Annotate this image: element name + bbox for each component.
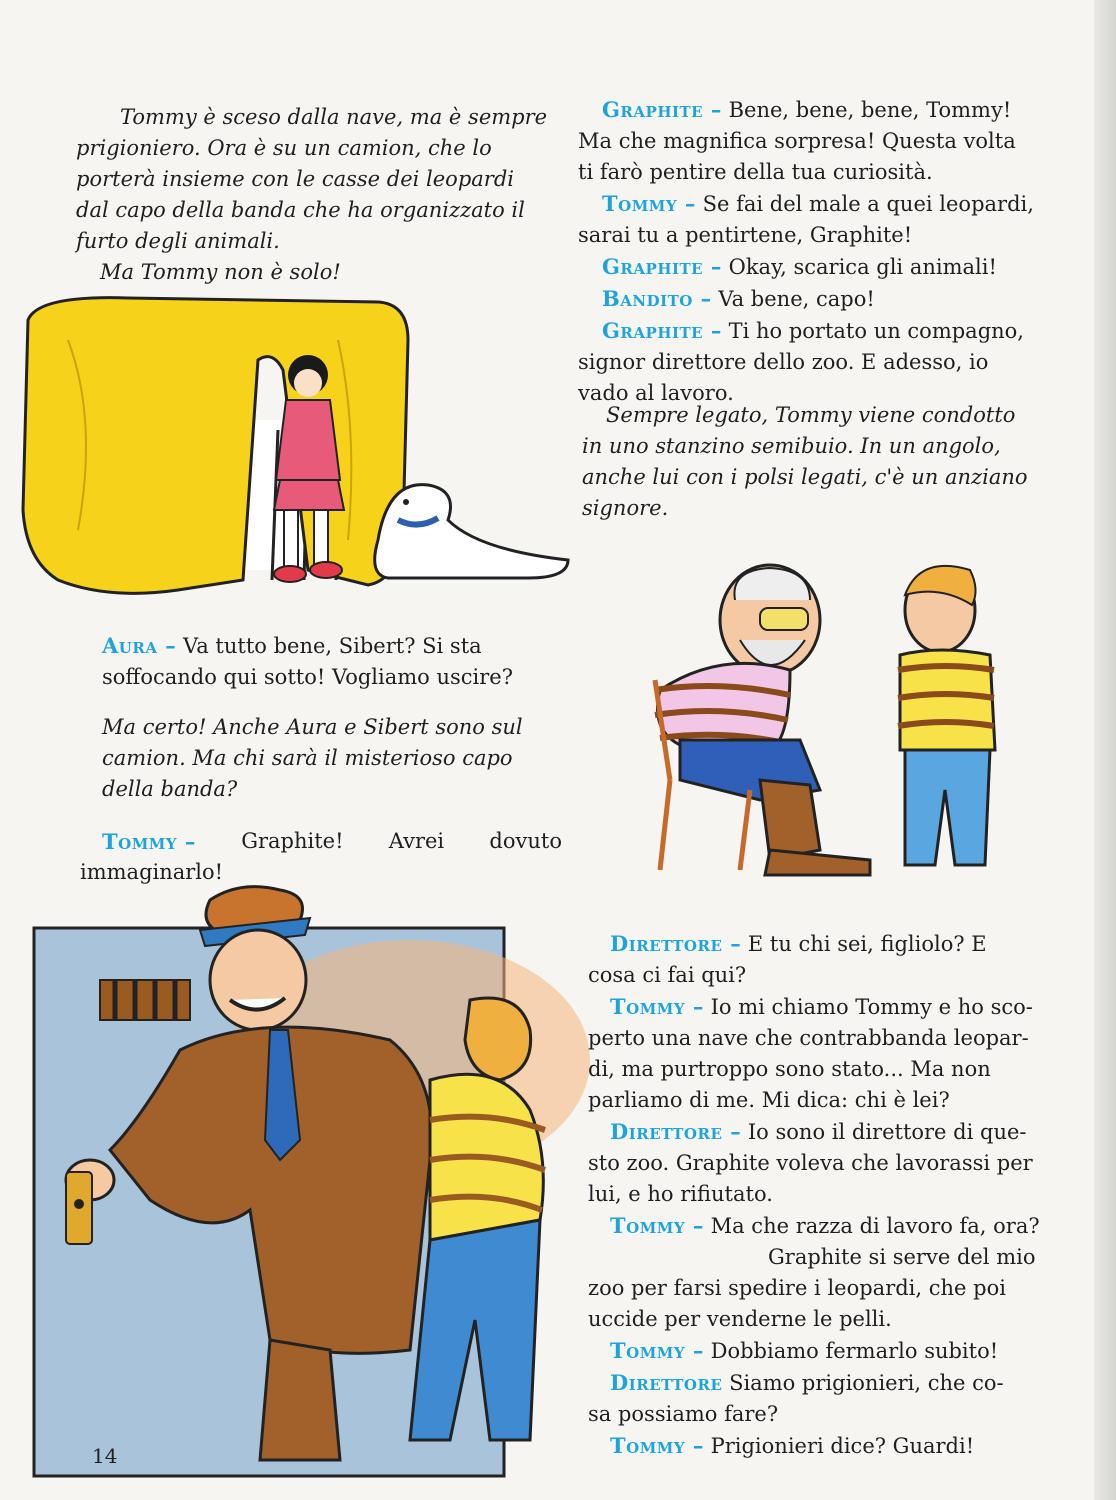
- dialogue-text: Se fai del male a quei leopardi,: [702, 192, 1034, 216]
- text-line: [578, 94, 1060, 126]
- text-line: porterà insieme con le casse dei leopardi: [76, 167, 514, 191]
- text-line: sa possiamo fare?: [588, 1402, 779, 1426]
- illustration-graphite-door: [30, 880, 590, 1480]
- dialogue-tommy-1: [80, 826, 562, 888]
- text-line: furto degli animali.: [76, 229, 280, 253]
- text-line: [588, 1116, 1050, 1148]
- text-line: [578, 251, 1060, 283]
- speaker-label: Tommy –: [610, 1338, 704, 1363]
- page-number: 14: [92, 1444, 118, 1468]
- illustration-tied-director-and-tommy: [620, 540, 1040, 880]
- dialogue-text: Dobbiamo fermarlo subito!: [710, 1339, 999, 1363]
- text-line: [102, 826, 562, 857]
- illustration-girl-under-blanket: [8, 280, 578, 610]
- text-line: parliamo di me. Mi dica: chi è lei?: [588, 1088, 950, 1112]
- text-line: [588, 1367, 1050, 1399]
- text-line: prigioniero. Ora è su un camion, che lo: [76, 136, 492, 160]
- dialogue-aura: [102, 630, 564, 693]
- speaker-label: Tommy –: [602, 191, 696, 216]
- text-line: Graphite si serve del mio: [768, 1245, 1036, 1269]
- speaker-label: Aura –: [102, 633, 177, 658]
- speaker-label: Tommy –: [610, 1433, 704, 1458]
- dialogue-text: Siamo prigionieri, che co-: [729, 1371, 1004, 1395]
- text-line: camion. Ma chi sarà il misterioso capo: [102, 746, 513, 770]
- text-line: [588, 991, 1050, 1023]
- text-line: della banda?: [102, 777, 238, 801]
- dialogue-text: Va tutto bene, Sibert? Si sta: [182, 634, 482, 658]
- text-line: zoo per farsi spedire i leopardi, che poi: [588, 1276, 1006, 1300]
- speaker-label: Tommy –: [610, 1213, 704, 1238]
- dialogue-text: Io sono il direttore di que-: [747, 1120, 1027, 1144]
- text-line: immaginarlo!: [80, 860, 224, 884]
- dialogue-text: Va bene, capo!: [718, 287, 875, 311]
- text-line: [588, 1430, 1050, 1462]
- speaker-label: Direttore –: [610, 931, 742, 956]
- speaker-label: Direttore –: [610, 1119, 742, 1144]
- text-line: anche lui con i polsi legati, c'è un anziano: [582, 465, 1028, 489]
- page-edge-shadow: [1094, 0, 1116, 1500]
- text-line: [578, 315, 1060, 347]
- speaker-label: Tommy –: [102, 829, 196, 854]
- dialogue-text: Io mi chiamo Tommy e ho sco-: [710, 995, 1033, 1019]
- word: Graphite!: [241, 829, 344, 853]
- text-line: ti farò pentire della tua curiosità.: [578, 160, 933, 184]
- text-line: Ma che magnifica sorpresa! Questa volta: [578, 129, 1016, 153]
- text-line: di, ma purtroppo sono stato... Ma non: [588, 1057, 991, 1081]
- text-line: in uno stanzino semibuio. In un angolo,: [582, 434, 1001, 458]
- text-line: [588, 1210, 1050, 1242]
- text-line: [102, 630, 564, 662]
- text-line: uccide per venderne le pelli.: [588, 1307, 892, 1331]
- speaker-label: Bandito –: [602, 286, 712, 311]
- dialogue-text: Ti ho portato un compagno,: [728, 319, 1024, 343]
- text-line: perto una nave che contrabbanda leopar-: [588, 1026, 1029, 1050]
- speaker-label: Graphite –: [602, 254, 722, 279]
- text-line: vado al lavoro.: [578, 381, 734, 405]
- dialogue-text: Ma che razza di lavoro fa, ora?: [710, 1214, 1040, 1238]
- text-line: [588, 928, 1050, 960]
- word: dovuto: [489, 829, 562, 853]
- dialogue-text: Bene, bene, bene, Tommy!: [728, 98, 1012, 122]
- word: Avrei: [388, 829, 445, 853]
- text-line: soffocando qui sotto! Vogliamo uscire?: [102, 665, 513, 689]
- narration-3: [582, 400, 1062, 524]
- text-line: sarai tu a pentirtene, Graphite!: [578, 223, 913, 247]
- text-line: [578, 283, 1060, 315]
- text-line: [588, 1335, 1050, 1367]
- text-line: signor direttore dello zoo. E adesso, io: [578, 350, 989, 374]
- intro-narration: [76, 102, 562, 288]
- text-line: sto zoo. Graphite voleva che lavorassi per: [588, 1151, 1033, 1175]
- dialogue-text: Prigionieri dice? Guardi!: [710, 1434, 975, 1458]
- speaker-label: Tommy –: [610, 994, 704, 1019]
- narration-2: [102, 712, 564, 805]
- text-line: dal capo della banda che ha organizzato il: [76, 198, 525, 222]
- speaker-label: Direttore: [610, 1370, 723, 1395]
- text-line: Sempre legato, Tommy viene condotto: [606, 403, 1016, 427]
- text-line: Tommy è sceso dalla nave, ma è sempre: [120, 105, 548, 129]
- text-line: lui, e ho rifiutato.: [588, 1182, 773, 1206]
- text-line: Ma Tommy non è solo!: [100, 260, 341, 284]
- dialogue-text: E tu chi sei, figliolo? E: [747, 932, 987, 956]
- text-line: cosa ci fai qui?: [588, 963, 747, 987]
- text-line: signore.: [582, 496, 669, 520]
- text-line: Ma certo! Anche Aura e Sibert sono sul: [102, 715, 523, 739]
- text-line: [578, 188, 1060, 220]
- speaker-label: Graphite –: [602, 318, 722, 343]
- dialogue-right-bottom: [588, 928, 1050, 1462]
- speaker-label: Graphite –: [602, 97, 722, 122]
- dialogue-text: Okay, scarica gli animali!: [728, 255, 997, 279]
- dialogue-right-top: [578, 94, 1060, 409]
